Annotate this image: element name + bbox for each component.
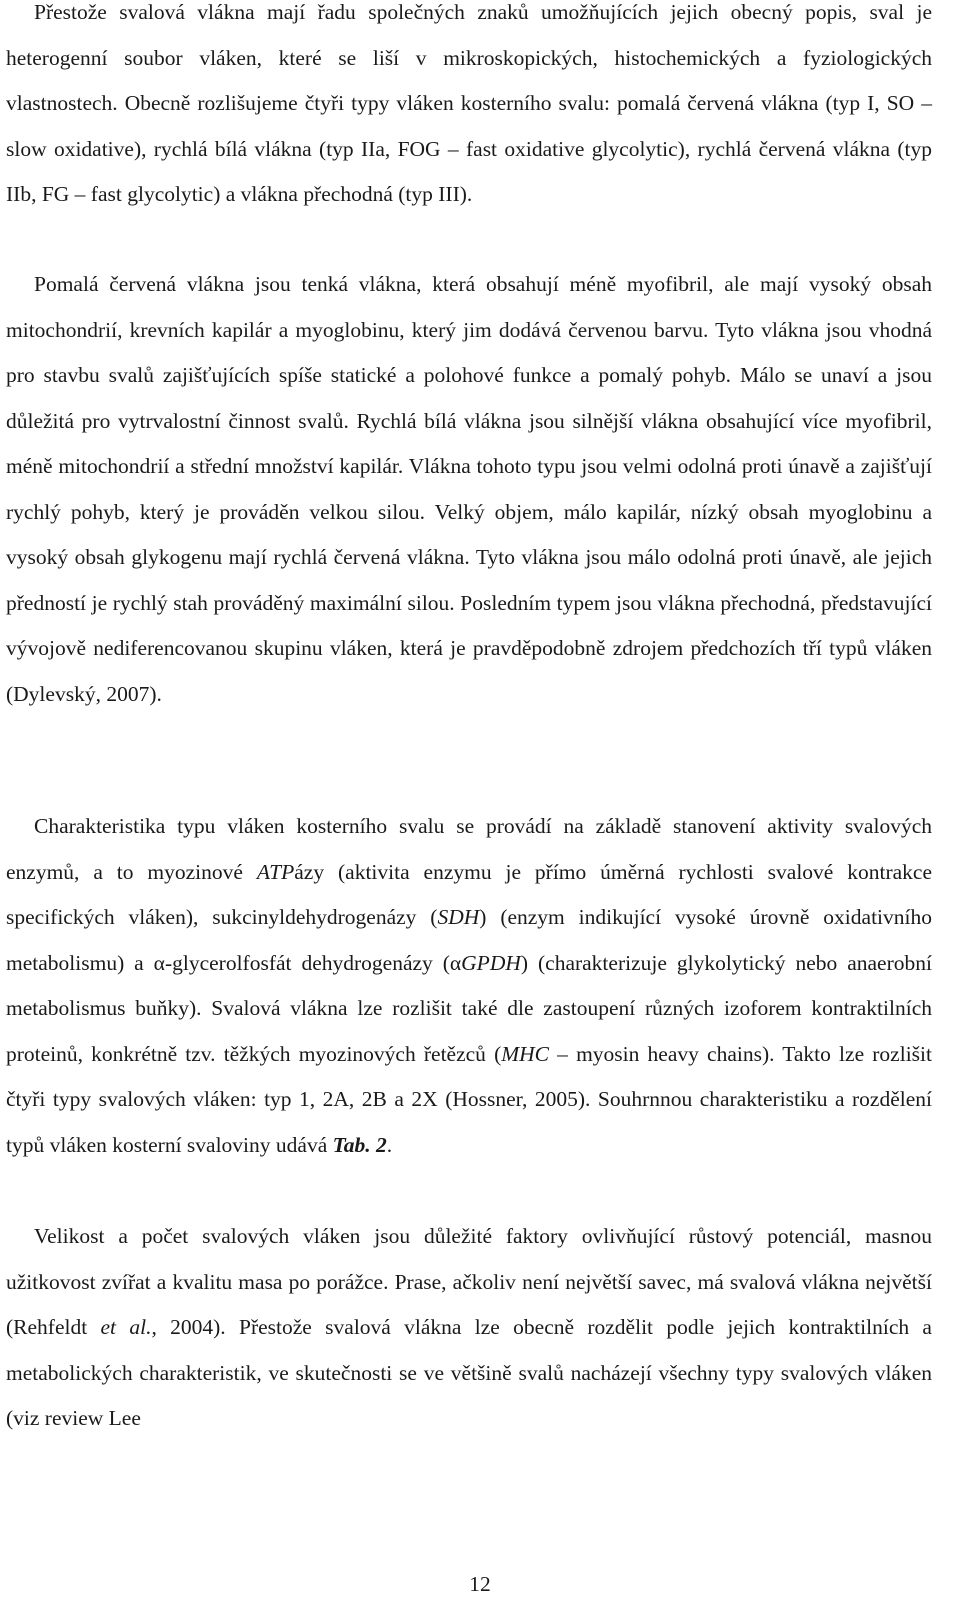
text-run: , 2004). Přestože svalová vlákna lze obecně rozdělit podle jejich kontraktilních a metabolických charakteristik, ve skutečnosti se ve většině svalů nacházejí všechny typy svalových vláken (viz review Lee (6, 1315, 932, 1430)
paragraph-fiber-size (6, 1214, 932, 1442)
gpdh-abbreviation: GPDH (461, 950, 521, 975)
text-run: Velikost a počet svalových vláken jsou důležité faktory ovlivňující růstový potenciál, masnou užitkovost zvířat a kvalitu masa po porážce. Prase, ačkoliv není největší savec, má svalová vlákna největší (Rehfeldt (6, 1224, 932, 1339)
atp-abbreviation: ATP (256, 859, 295, 884)
text-run: . (386, 1132, 393, 1157)
paragraph-fiber-properties: Pomalá červená vlákna jsou tenká vlákna, která obsahují méně myofibril, ale mají vysoký obsah mitochondrií, krevních kapilár a myoglobinu, který jim dodává červenou barvu. Tyto vlákna jsou vhodná pro stavbu svalů zajišťujících spíše statické a polohové funkce a pomalý pohyb. Málo se unaví a jsou důležitá pro vytrvalostní činnost svalů. Rychlá bílá vlákna jsou silnější vlákna obsahující více myofibril, méně mitochondrií a střední množství kapilár. Vlákna tohoto typu jsou velmi odolná proti únavě a zajišťují rychlý pohyb, který je prováděn velkou silou. Velký objem, málo kapilár, nízký obsah myoglobinu a vysoký obsah glykogenu mají rychlá červená vlákna. Tyto vlákna jsou málo odolná proti únavě, ale jejich předností je rychlý stah prováděný maximální silou. Posledním typem jsou vlákna přechodná, představující vývojově nediferencovanou skupinu vláken, která je pravděpodobně zdrojem předchozích tří typů vláken (Dylevský, 2007). (6, 272, 932, 706)
sdh-abbreviation: SDH (437, 905, 480, 929)
text-run: – myosin heavy chains). Takto lze rozlišit čtyři typy svalových vláken: typ 1, 2A, 2B a 2X (Hossner, 2005). Souhrnnou charakteristiku a rozdělení typů vláken kosterní svaloviny udává (6, 1041, 932, 1157)
page-number: 12 (469, 1572, 491, 1596)
paragraph-enzyme-characteristics (6, 804, 932, 1168)
et-al-citation: et al. (100, 1315, 152, 1339)
paragraph-fiber-types: Přestože svalová vlákna mají řadu společných znaků umožňujících jejich obecný popis, sval je heterogenní soubor vláken, které se liší v mikroskopických, histochemických a fyziologických vlastnostech. Obecně rozlišujeme čtyři typy vláken kosterního svalu: pomalá červená vlákna (typ I, SO – slow oxidative), rychlá bílá vlákna (typ IIa, FOG – fast oxidative glycolytic), rychlá červená vlákna (typ IIb, FG – fast glycolytic) a vlákna přechodná (typ III). (6, 0, 932, 206)
mhc-abbreviation: MHC (501, 1041, 550, 1066)
text-run: ) (charakterizuje glykolytický nebo anaerobní metabolismus buňky). Svalová vlákna lze rozlišit také dle zastoupení různých izoforem kontraktilních proteinů, konkrétně tzv. těžkých myozinových řetězců ( (6, 950, 932, 1066)
text-run: ) (enzym indikující vysoké úrovně oxidativního metabolismu) a α-glycerolfosfát dehydrogenázy (α (6, 905, 932, 975)
text-run: ázy (aktivita enzymu je přímo úměrná rychlosti svalové kontrakce specifických vláken), sukcinyldehydrogenázy ( (6, 859, 932, 929)
text-run: Charakteristika typu vláken kosterního svalu se provádí na základě stanovení aktivity svalových enzymů, a to myozinové (6, 814, 932, 884)
table-reference: Tab. 2 (332, 1132, 387, 1157)
